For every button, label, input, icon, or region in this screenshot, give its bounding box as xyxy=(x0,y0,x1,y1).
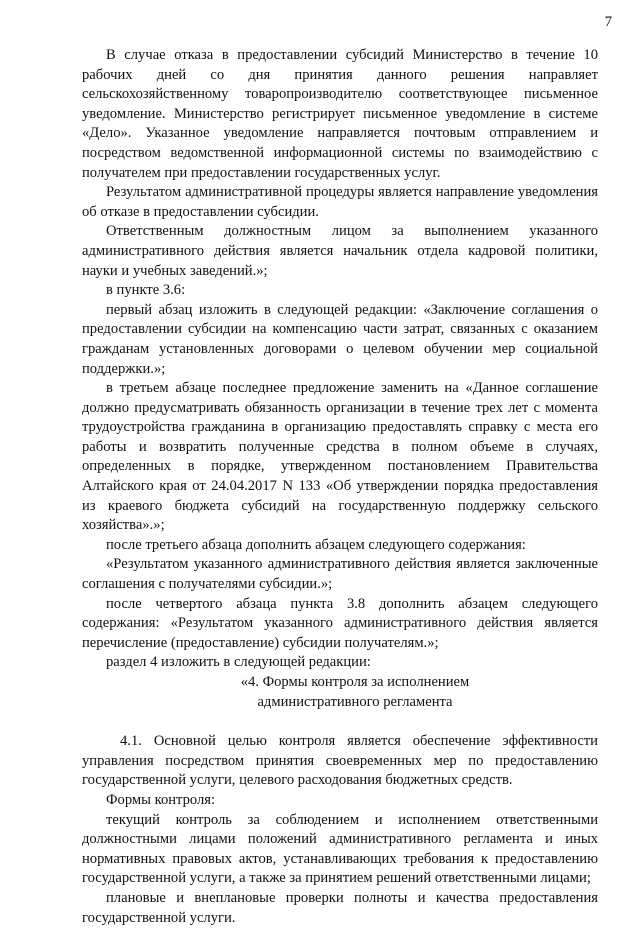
paragraph-current-control: текущий контроль за соблюдением и исполнением ответственными должностными лицами положений административного регламента и иных нормативных правовых актов, устанавливающих требования к предоставлению государственной услуги, а также за принятием решений ответственными лицами; xyxy=(82,811,598,887)
paragraph-clause-3-6: в пункте 3.6: xyxy=(106,282,186,299)
paragraph-refusal-notice: В случае отказа в предоставлении субсидий Министерство в течение 10 рабочих дней со дня принятия данного решения направляет сельскохозяйственному товаропроизводителю соответствующее письменное уведомление. Министерство регистрирует письменное уведомление в системе «Дело». Указанное уведомление направляется почтовым отправлением и посредством ведомственной информационной системы по взаимодействию с получателем при предоставлении государственных услуг. xyxy=(82,47,598,181)
paragraph-4-1: 4.1. Основной целью контроля является обеспечение эффективности управления посредством принятия своевременных мер по предоставлению государственной услуги, целевого расходования бюджетных средств. xyxy=(82,733,598,789)
paragraph-result-agreements: «Результатом указанного административного действия является заключенные соглашения с получателями субсидии.»; xyxy=(82,556,598,593)
paragraph-inspections: плановые и внеплановые проверки полноты и качества предоставления государственной услуги. xyxy=(82,889,598,926)
paragraph-clause-3-8: после четвертого абзаца пункта 3.8 дополнить абзацем следующего содержания: «Результатом указанного административного действия является перечисление (предоставление) субсидии получателям.»; xyxy=(82,595,598,651)
page-number: 7 xyxy=(604,14,612,30)
paragraph-section-4: раздел 4 изложить в следующей редакции: xyxy=(106,654,371,671)
paragraph-after-third: после третьего абзаца дополнить абзацем следующего содержания: xyxy=(106,536,526,553)
paragraph-responsible-person: Ответственным должностным лицом за выполнением указанного административного действия является начальник отдела кадровой политики, науки и учебных заведений.»; xyxy=(82,223,598,279)
paragraph-control-forms: Формы контроля: xyxy=(106,791,216,808)
spacer xyxy=(82,712,598,732)
section-heading-line-1: «4. Формы контроля за исполнением xyxy=(240,674,470,690)
paragraph-procedure-result: Результатом административной процедуры является направление уведомления об отказе в предоставлении субсидии. xyxy=(82,184,598,220)
section-heading-line-2: административного регламента xyxy=(257,693,453,710)
document-body xyxy=(82,46,598,928)
paragraph-third-abstract: в третьем абзаце последнее предложение заменить на «Данное соглашение должно предусматривать обязанность организации в течение трех лет с момента трудоустройства гражданина в организацию предоставлять справку с места его работы и возвратить полученные средства в полном объеме в случаях, определенных в порядке, утвержденном постановлением Правительства Алтайского края от 24.04.2017 N 133 «Об утверждении порядка предоставления из краевого бюджета субсидий на государственную поддержку сельского хозяйства».»; xyxy=(82,380,598,534)
paragraph-first-abstract: первый абзац изложить в следующей редакции: «Заключение соглашения о предоставлении субсидии на компенсацию части затрат, связанных с оказанием гражданам установленных договорами о целевом обучении мер социальной поддержки.»; xyxy=(82,301,598,377)
document-page xyxy=(82,0,612,926)
